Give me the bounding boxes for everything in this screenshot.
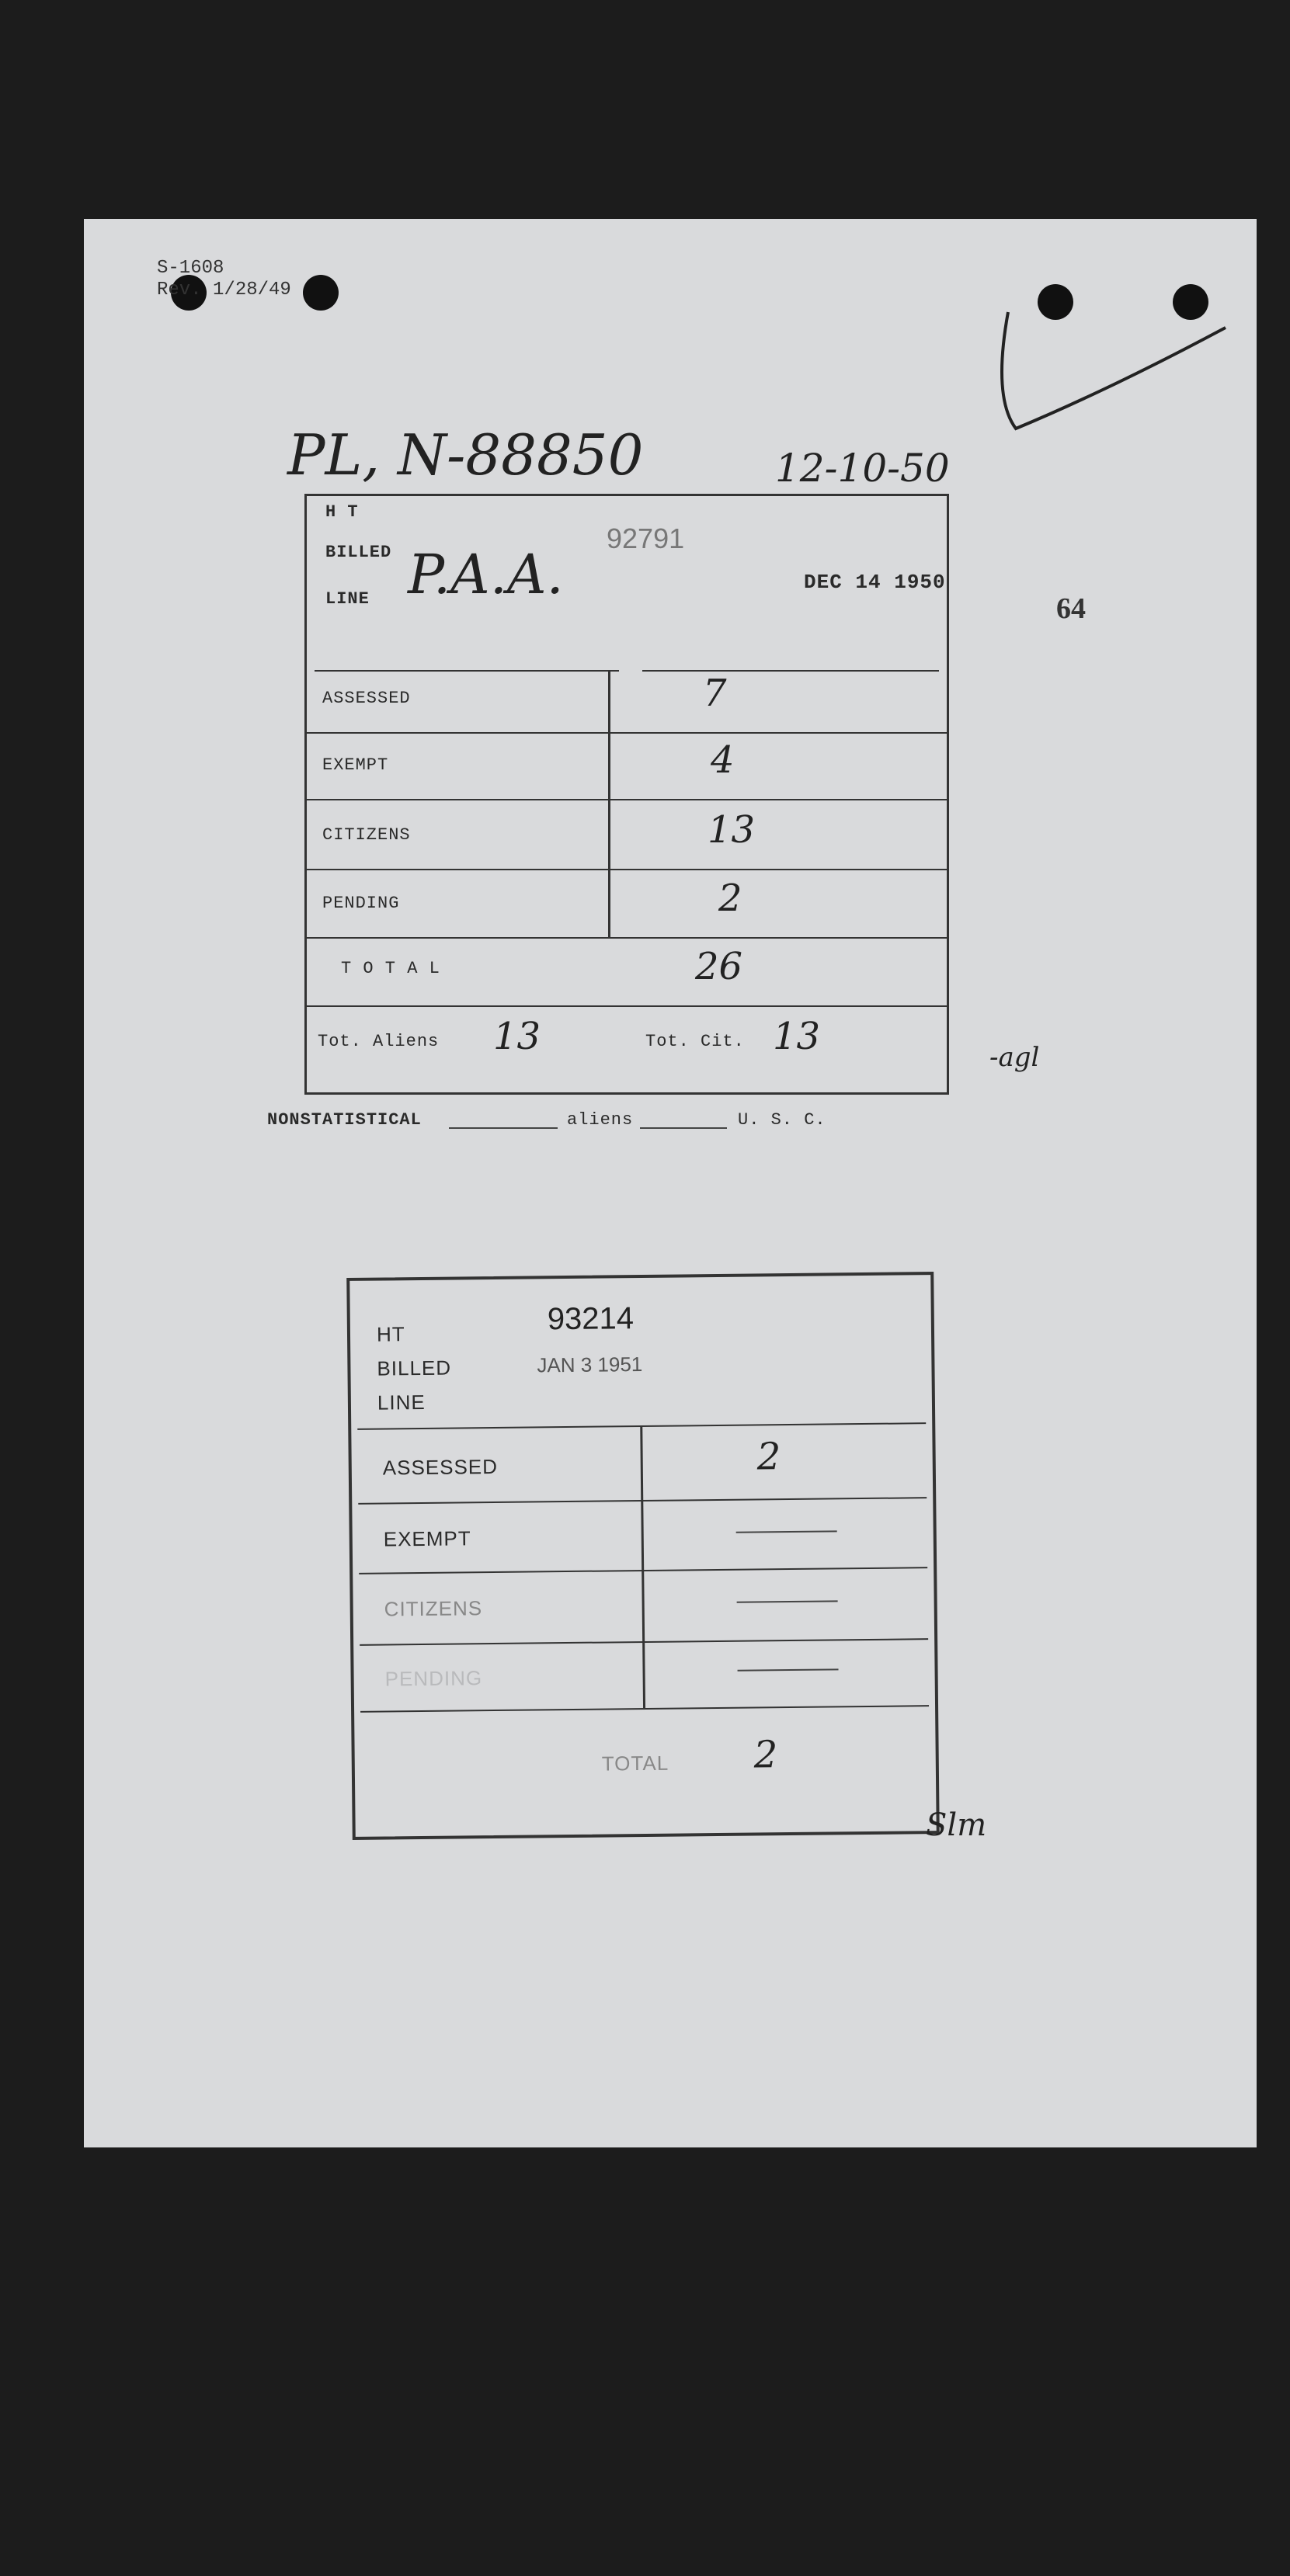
- tot-aliens-label: Tot. Aliens: [318, 1032, 440, 1051]
- blank-line: [736, 1530, 837, 1533]
- row-label: CITIZENS: [384, 1596, 483, 1621]
- billed-label: BILLED: [325, 543, 392, 562]
- row-label: PENDING: [384, 1666, 483, 1691]
- usc-label: U. S. C.: [738, 1110, 826, 1130]
- row-label: PENDING: [322, 894, 400, 913]
- divider: [307, 937, 947, 939]
- tot-aliens-value: 13: [493, 1015, 541, 1058]
- divider: [640, 1425, 645, 1708]
- line-name: P.A.A.: [408, 543, 564, 606]
- punch-hole: [303, 275, 339, 311]
- total-value: 26: [695, 945, 743, 988]
- row-value: 2: [718, 877, 742, 920]
- form-number: S-1608: [157, 258, 224, 279]
- blank-line: [737, 1600, 838, 1602]
- stamp-header: H T: [325, 502, 359, 522]
- handwritten-date: 12-10-50: [775, 446, 950, 491]
- line-label: LINE: [377, 1390, 426, 1415]
- line-label: LINE: [325, 589, 370, 609]
- initials: Slm: [926, 1807, 987, 1843]
- row-label: EXEMPT: [383, 1526, 471, 1551]
- tally-stamp-1: [304, 494, 949, 1095]
- page-number: 64: [1056, 592, 1086, 625]
- check-mark: [993, 281, 1241, 452]
- divider: [315, 670, 619, 672]
- total-label: TOTAL: [601, 1751, 669, 1776]
- file-number: PL, N-88850: [287, 422, 644, 488]
- total-label: T O T A L: [341, 959, 440, 978]
- nonstatistical-line: [267, 1110, 966, 1141]
- handwritten-note: -agl: [989, 1042, 1040, 1073]
- form-number-block: [157, 258, 291, 301]
- stamp-number: 92791: [607, 522, 685, 554]
- blank-line: [738, 1668, 839, 1671]
- stamp-header: HT: [376, 1322, 405, 1346]
- blank-line: [640, 1127, 727, 1129]
- row-label: ASSESSED: [322, 689, 411, 708]
- stamp-number: 93214: [547, 1301, 635, 1337]
- row-label: ASSESSED: [382, 1454, 499, 1480]
- stamp-date: JAN 3 1951: [537, 1352, 643, 1377]
- row-value: 2: [756, 1435, 781, 1479]
- row-label: CITIZENS: [322, 825, 411, 845]
- billed-label: BILLED: [377, 1356, 452, 1380]
- divider: [307, 799, 947, 800]
- row-value: 7: [703, 672, 727, 715]
- row-value: 4: [711, 738, 735, 782]
- form-revision: Rev. 1/28/49: [157, 279, 291, 300]
- divider: [608, 670, 610, 937]
- tally-stamp-2: [346, 1272, 940, 1840]
- row-value: 13: [708, 808, 756, 852]
- divider: [307, 869, 947, 870]
- divider: [307, 1005, 947, 1007]
- nonstat-label: NONSTATISTICAL: [267, 1110, 422, 1130]
- row-label: EXEMPT: [322, 755, 389, 775]
- tot-cit-value: 13: [773, 1015, 821, 1058]
- tot-cit-label: Tot. Cit.: [645, 1032, 745, 1051]
- total-value: 2: [753, 1733, 778, 1777]
- aliens-label: aliens: [567, 1110, 634, 1130]
- paper-page: [84, 219, 1257, 2147]
- stamp-date: DEC 14 1950: [804, 571, 946, 594]
- blank-line: [449, 1127, 558, 1129]
- divider: [307, 732, 947, 734]
- divider: [642, 670, 939, 672]
